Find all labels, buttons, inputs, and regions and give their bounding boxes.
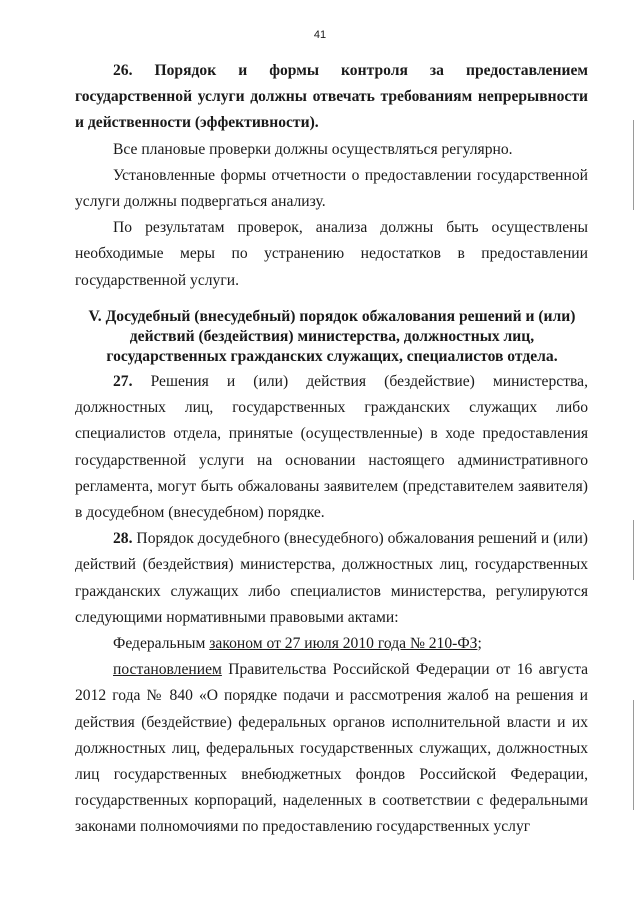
scan-edge-mark <box>633 120 634 210</box>
item-26-heading: 26. Порядок и формы контроля за предоставлением государственной услуги должны отвечать требованиям непрерывности и действенности (эффективности). <box>75 62 588 132</box>
law-reference-link[interactable]: законом от 27 июля 2010 года № 210-ФЗ <box>209 635 478 653</box>
law-reference-prefix: Федеральным <box>113 635 210 653</box>
item-28-label: 28. <box>113 530 133 548</box>
item-27-text: Решения и (или) действия (бездействие) министерства, должностных лиц, государственных гражданских служащих либо специалистов отдела, принятые (осуществленные) в ходе предоставления государственной услуги на основании настоящего административного регламента, могут быть обжалованы заявителем (представителем заявителя) в досудебном (внесудебном) порядке. <box>75 373 588 522</box>
section-5-title: V. Досудебный (внесудебный) порядок обжалования решений и (или) действий (бездействия) министерства, должностных лиц, государственных гражданских служащих, специалистов отдела. <box>88 308 576 365</box>
item-26-block <box>75 58 588 294</box>
decree-text: Правительства Российской Федерации от 16 августа 2012 года № 840 «О порядке подачи и рассмотрения жалоб на решения и действия (бездействие) федеральных органов исполнительной власти и их должностных лиц, федеральных государственных служащих, должностных лиц государственных внебюджетных фондов Российской Федерации, государственных корпораций, наделенных в соответствии с федеральными законами полномочиями по предоставлению государственных услуг <box>75 661 588 836</box>
law-reference-suffix: ; <box>477 635 482 653</box>
item-26-paragraph-3: По результатам проверок, анализа должны быть осуществлены необходимые меры по устранению недостатков в предоставлении государственной услуги. <box>75 219 588 289</box>
decree-paragraph <box>75 657 588 840</box>
law-reference-paragraph <box>75 631 588 657</box>
item-28-text: Порядок досудебного (внесудебного) обжалования решений и (или) действий (бездействия) министерства, должностных лиц, государственных гражданских служащих либо специалистов министерства, регулируются следующими нормативными правовыми актами: <box>75 530 588 626</box>
page-number: 41 <box>313 29 327 41</box>
item-26-paragraph-1: Все плановые проверки должны осуществляться регулярно. <box>113 140 513 158</box>
item-27-label: 27. <box>113 373 133 390</box>
item-28-paragraph <box>75 526 588 631</box>
item-26-paragraph-2: Установленные формы отчетности о предоставлении государственной услуги должны подвергаться анализу. <box>75 166 588 211</box>
decree-link[interactable]: постановлением <box>113 661 222 679</box>
scan-edge-mark <box>633 700 634 810</box>
section-5-block <box>88 307 576 367</box>
item-27-paragraph <box>75 369 588 526</box>
items-27-28-block <box>75 369 588 841</box>
scan-edge-mark <box>633 520 634 580</box>
